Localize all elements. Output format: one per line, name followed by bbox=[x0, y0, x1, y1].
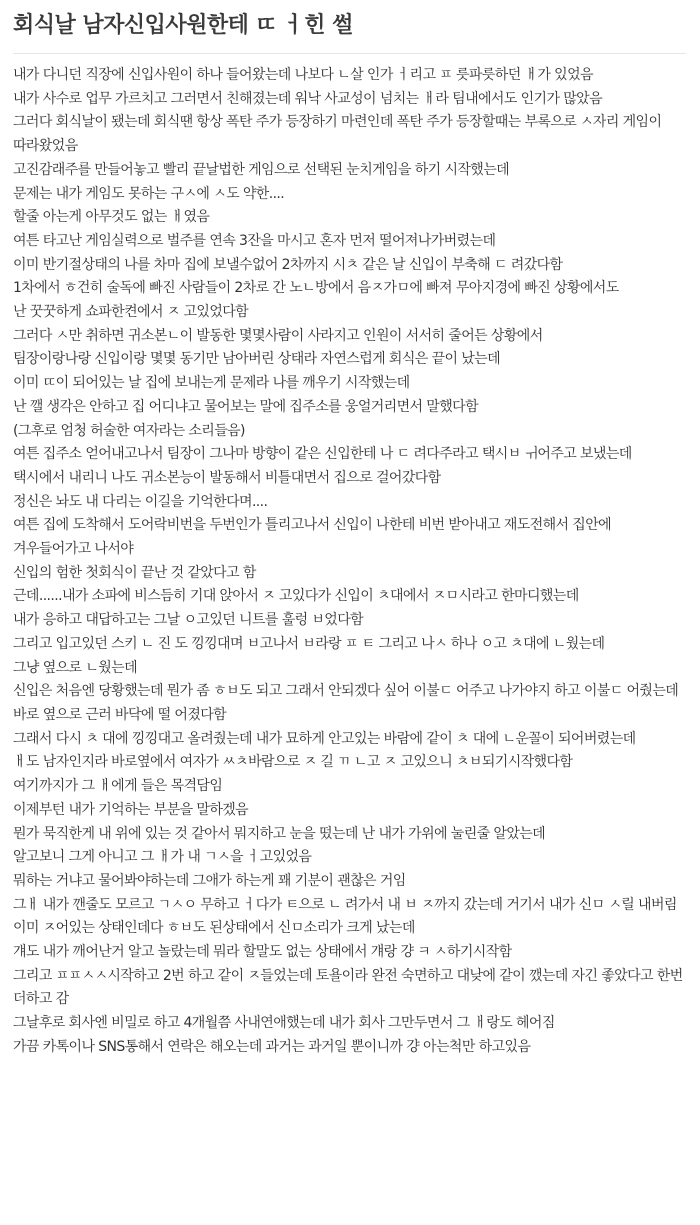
post-line: 바로 옆으로 근러 바닥에 떨 어졌다함 bbox=[13, 706, 227, 723]
post-line: 이미 반기절상태의 나를 차마 집에 보낼수없어 2차까지 시ㅊ 같은 날 신입이 부축해 ㄷ 려갔다함 bbox=[13, 256, 563, 273]
post-line: 팀장이랑나랑 신입이랑 몇몇 동기만 남아버린 상태라 자연스럽게 회식은 끝이 났는데 bbox=[13, 351, 500, 368]
post-line: 신입은 처음엔 당황했는데 뭔가 좀 ㅎㅂ도 되고 그래서 안되겠다 싶어 이불ㄷ 어주고 나가야지 하고 이불ㄷ 어줬는데 bbox=[13, 683, 679, 700]
post-line: 가끔 카톡이나 SNS통해서 연락은 해오는데 과거는 과거일 뿐이니까 걍 아는척만 하고있음 bbox=[13, 1038, 531, 1055]
post-line: 그러다 ㅅ만 취하면 귀소본ㄴ이 발동한 몇몇사람이 사라지고 인원이 서서히 줄어든 상황에서 bbox=[13, 327, 543, 344]
post-line: 여튼 타고난 게임실력으로 벌주를 연속 3잔을 마시고 혼자 먼저 떨어져나가버렸는데 bbox=[13, 232, 496, 249]
post-line: 난 깰 생각은 안하고 집 어디냐고 물어보는 말에 집주소를 웅얼거리면서 말했다함 bbox=[13, 398, 478, 415]
post-line: 걔도 내가 깨어난거 알고 놀랐는데 뭐라 할말도 없는 상태에서 걔랑 걍 ㅋ ㅅ하기시작함 bbox=[13, 944, 512, 961]
title-divider bbox=[13, 53, 686, 54]
post-line: 이제부턴 내가 기억하는 부분을 말하겠음 bbox=[13, 801, 249, 818]
post-line: 문제는 내가 게임도 못하는 구ㅅ에 ㅅ도 약한.... bbox=[13, 185, 285, 202]
post-line: 1차에서 ㅎ건히 술독에 빠진 사람들이 2차로 간 노ㄴ방에서 음ㅈ가ㅁ에 빠져 무아지경에 빠진 상황에서도 bbox=[13, 280, 619, 297]
post-line: 난 꿋꿋하게 쇼파한켠에서 ㅈ 고있었다함 bbox=[13, 304, 249, 321]
post-line: 알고보니 그게 아니고 그 ㅐ가 내 ㄱㅅ을 ㅓ고있었음 bbox=[13, 849, 312, 866]
post-line: 이미 ㅈ어있는 상태인데다 ㅎㅂ도 된상태에서 신ㅁ소리가 크게 났는데 bbox=[13, 920, 415, 937]
post-line: 그ㅐ 내가 깬줄도 모르고 ㄱㅅㅇ 무하고 ㅓ다가 ㅌ으로 ㄴ 려가서 내 ㅂ ㅈ까지 갔는데 거기서 내가 신ㅁ ㅅ릴 내버림 bbox=[13, 896, 677, 913]
post-line: 여튼 집주소 얻어내고나서 팀장이 그나마 방향이 같은 신입한테 나 ㄷ 려다주라고 택시ㅂ ㅟ어주고 보냈는데 bbox=[13, 446, 632, 463]
post-body bbox=[13, 64, 686, 1060]
post-line: 여튼 집에 도착해서 도어락비번을 두번인가 틀리고나서 신입이 나한테 비번 받아내고 재도전해서 집안에 겨우들어가고 나서야 bbox=[13, 517, 612, 558]
post-line: 근데......내가 소파에 비스듬히 기대 앉아서 ㅈ 고있다가 신입이 ㅊ대에서 ㅈㅁ시라고 한마디했는데 bbox=[13, 588, 579, 605]
post-line: 그러다 회식날이 됐는데 회식땐 항상 폭탄 주가 등장하기 마련인데 폭탄 주가 등장할때는 부록으로 ㅅ자리 게임이 따라왔었음 bbox=[13, 114, 662, 155]
post-line: 그래서 다시 ㅊ 대에 낑낑대고 올려줬는데 내가 묘하게 안고있는 바람에 같이 ㅊ 대에 ㄴ운꼴이 되어버렸는데 bbox=[13, 730, 636, 747]
post-line: 여기까지가 그 ㅐ에게 들은 목격담임 bbox=[13, 778, 223, 795]
post-line: 뭐하는 거냐고 물어봐야하는데 그애가 하는게 꽤 기분이 괜찮은 거임 bbox=[13, 872, 406, 889]
post-line: 택시에서 내리니 나도 귀소본능이 발동해서 비틀대면서 집으로 걸어갔다함 bbox=[13, 469, 441, 486]
post-line: 그리고 입고있던 스키 ㄴ 진 도 낑낑대며 ㅂ고나서 ㅂ라랑 ㅍ ㅌ 그리고 나ㅅ 하나 ㅇ고 ㅊ대에 ㄴ웠는데 bbox=[13, 635, 605, 652]
post-line: 할줄 아는게 아무것도 없는 ㅐ였음 bbox=[13, 209, 210, 226]
post-line: 정신은 놔도 내 다리는 이길을 기억한다며.... bbox=[13, 493, 268, 510]
post-line: 그냥 옆으로 ㄴ웠는데 bbox=[13, 659, 138, 676]
post-title: 회식날 남자신입사원한테 ㄸ ㅓ힌 썰 bbox=[13, 13, 353, 38]
post-line: 내가 응하고 대답하고는 그날 ㅇ고있던 니트를 훌렁 ㅂ었다함 bbox=[13, 612, 364, 629]
post-line: 고진감래주를 만들어놓고 빨리 끝날법한 게임으로 선택된 눈치게임을 하기 시작했는데 bbox=[13, 161, 510, 178]
post-line: ㅐ도 남자인지라 바로옆에서 여자가 ㅆㅊ바람으로 ㅈ 길 ㄲ ㄴ고 ㅈ 고있으니 ㅊㅂ되기시작했다함 bbox=[13, 754, 573, 771]
post-line: (그후로 엄청 허술한 여자라는 소리들음) bbox=[13, 422, 245, 439]
post-line: 내가 사수로 업무 가르치고 그러면서 친해졌는데 워낙 사교성이 넘치는 ㅐ라 팀내에서도 인기가 많았음 bbox=[13, 90, 603, 107]
post-line: 이미 ㄸ이 되어있는 날 집에 보내는게 문제라 나를 깨우기 시작했는데 bbox=[13, 375, 410, 392]
post-line: 뭔가 묵직한게 내 위에 있는 것 같아서 뭐지하고 눈을 떴는데 난 내가 가위에 눌린줄 알았는데 bbox=[13, 825, 546, 842]
post-line: 내가 다니던 직장에 신입사원이 하나 들어왔는데 나보다 ㄴ살 인가 ㅓ리고 ㅍ 릇파릇하던 ㅐ가 있었음 bbox=[13, 67, 593, 83]
post-line: 신입의 험한 첫회식이 끝난 것 같았다고 함 bbox=[13, 564, 256, 581]
post-line: 그리고 ㅍㅍㅅㅅ시작하고 2번 하고 같이 ㅈ들었는데 토욜이라 완전 숙면하고 대낮에 같이 깼는데 자긴 좋았다고 한번 더하고 감 bbox=[13, 967, 683, 1008]
post-line: 그날후로 회사엔 비밀로 하고 4개월쯤 사내연애했는데 내가 회사 그만두면서 그 ㅐ랑도 헤어짐 bbox=[13, 1015, 555, 1032]
